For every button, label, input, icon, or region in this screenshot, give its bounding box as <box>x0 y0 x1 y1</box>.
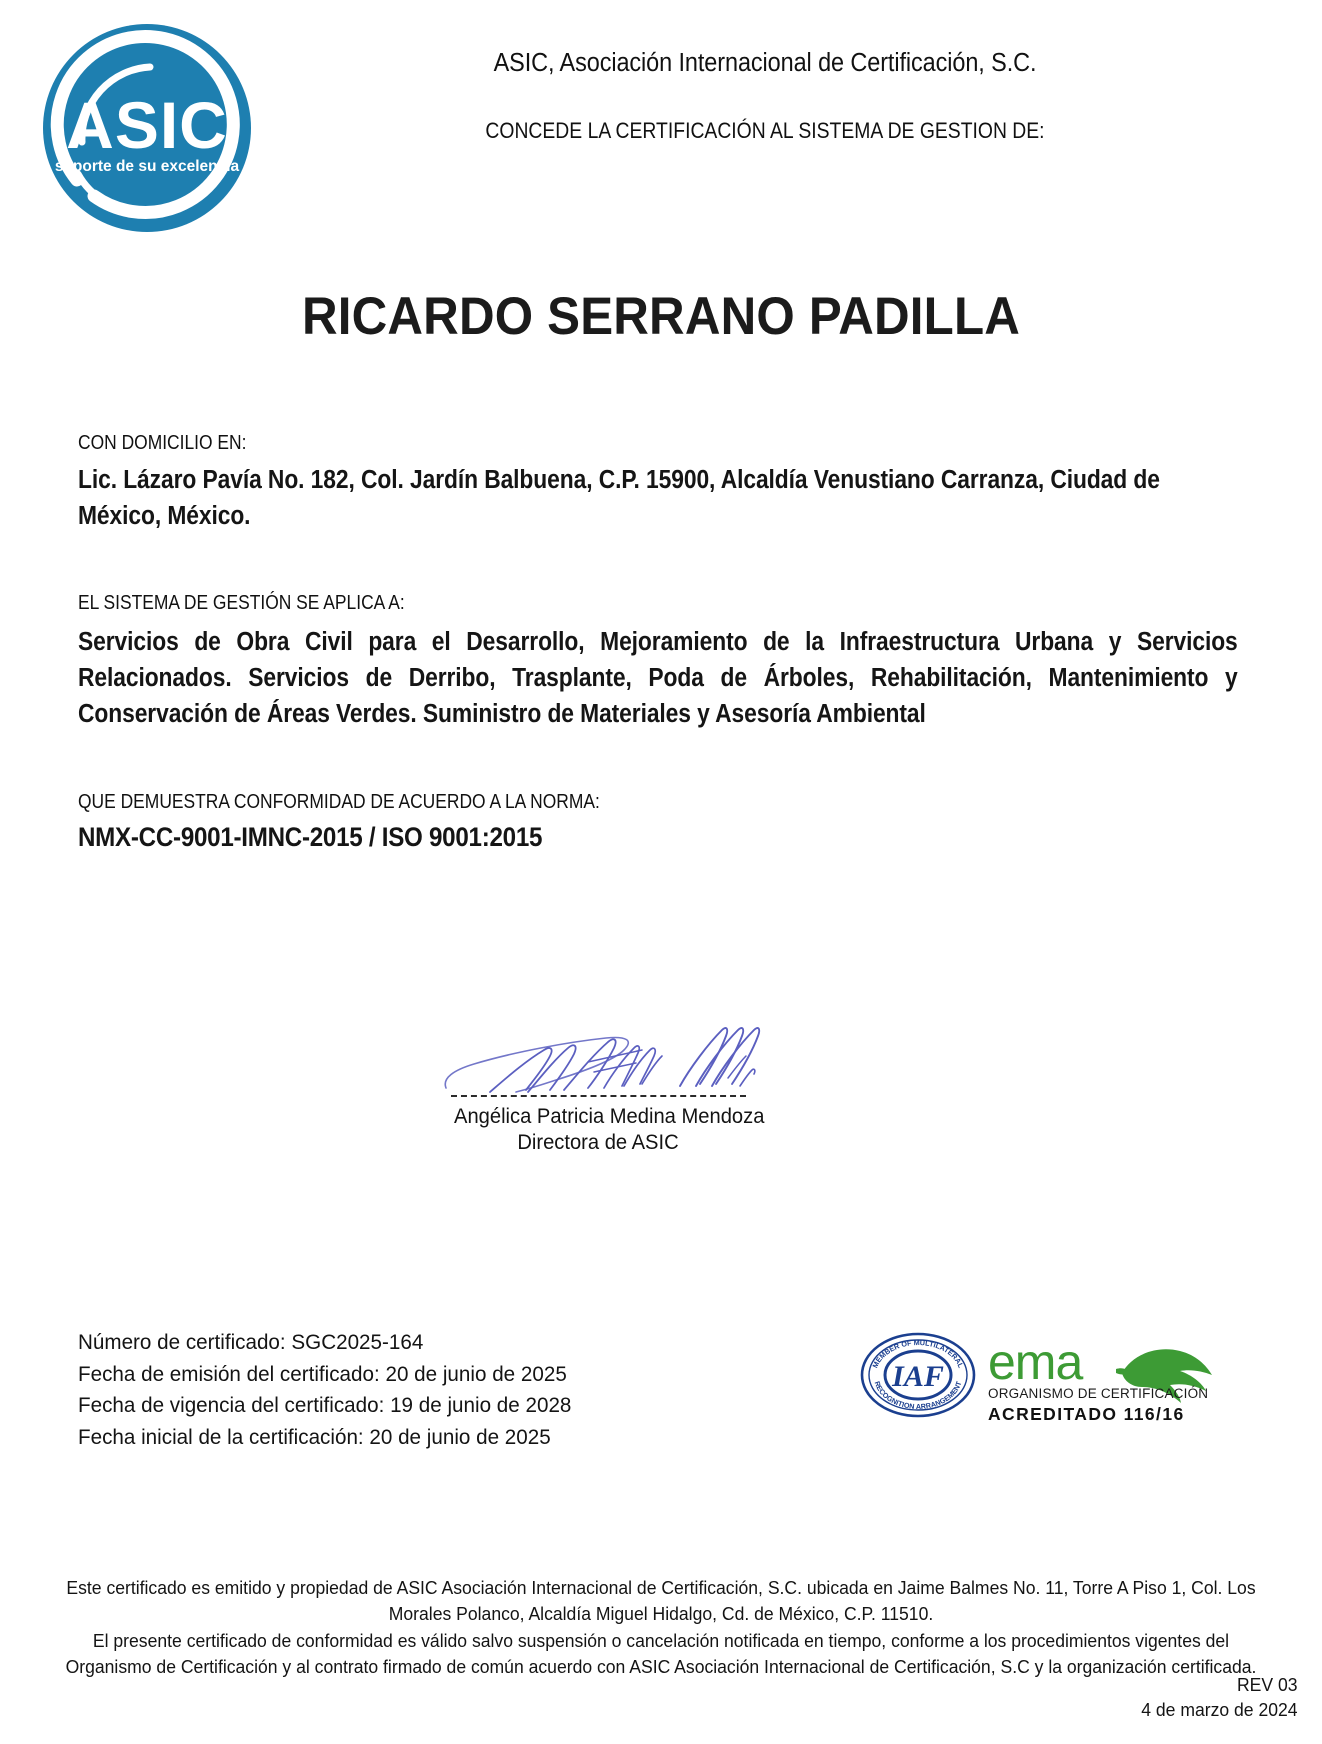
footer-line-3: El presente certificado de conformidad es válido salvo suspensión o cancelación notificada en tiempo, conforme a los procedimientos vigentes del <box>92 1629 1230 1651</box>
certificate-footer <box>0 1575 1322 1680</box>
recipient-name: RICARDO SERRANO PADILLA <box>301 287 1021 346</box>
asic-logo-icon <box>30 22 265 234</box>
accreditation-logos-icon <box>860 1325 1250 1440</box>
signature-block <box>448 1000 765 1157</box>
revision-date: 4 de marzo de 2024 <box>1141 1699 1298 1721</box>
signer-name: Angélica Patricia Medina Mendoza <box>454 1105 765 1128</box>
revision-number: REV 03 <box>1237 1674 1298 1695</box>
signer-role: Directora de ASIC <box>517 1131 679 1155</box>
certificate-initial-date: Fecha inicial de la certificación: 20 de junio de 2025 <box>78 1424 551 1449</box>
svg-text:MEMBER OF MULTILATERAL: MEMBER OF MULTILATERAL <box>870 1337 966 1370</box>
organization-name: ASIC, Asociación Internacional de Certificación, S.C. <box>493 49 1037 77</box>
svg-text:ORGANISMO DE CERTIFICACIÓN: ORGANISMO DE CERTIFICACIÓN <box>988 1386 1209 1401</box>
certificate-validity-date: Fecha de vigencia del certificado: 19 de junio de 2028 <box>78 1393 572 1418</box>
address-value: Lic. Lázaro Pavía No. 182, Col. Jardín Balbuena, C.P. 15900, Alcaldía Venustiano Carranza, Ciudad de México, México. <box>78 465 1160 530</box>
address-block <box>78 430 1238 534</box>
handwritten-signature-icon <box>428 1000 768 1095</box>
standard-block <box>78 789 1238 856</box>
svg-text:ACREDITADO 116/16: ACREDITADO 116/16 <box>988 1404 1185 1424</box>
standard-label: QUE DEMUESTRA CONFORMIDAD DE ACUERDO A LA NORMA: <box>78 790 600 814</box>
certificate-header <box>0 0 1322 250</box>
signature-rule <box>451 1095 746 1097</box>
asic-logo-tagline: soporte de su excelencia <box>54 158 240 175</box>
grant-statement: CONCEDE LA CERTIFICACIÓN AL SISTEMA DE GESTION DE: <box>485 117 1045 143</box>
scope-label: EL SISTEMA DE GESTIÓN SE APLICA A: <box>78 591 405 615</box>
certificate-details <box>78 1327 718 1453</box>
certificate-body <box>78 430 1238 856</box>
svg-text:IAF: IAF <box>892 1360 944 1393</box>
revision-block <box>1133 1672 1298 1722</box>
ema-logo-icon <box>988 1334 1212 1424</box>
scope-value: Servicios de Obra Civil para el Desarrollo, Mejoramiento de la Infraestructura Urbana y Servicios Relacionados. Servicios de Derribo, Trasplante, Poda de Árboles, Rehabilitación, Mantenimiento y Conservación de Áreas Verdes. Suministro de Materiales y Asesoría Ambiental <box>78 627 1238 729</box>
footer-line-4: Organismo de Certificación y al contrato firmado de común acuerdo con ASIC Asociación Internacional de Certificación, S.C y la organización certificada. <box>65 1655 1257 1677</box>
address-label: CON DOMICILIO EN: <box>78 431 247 454</box>
iaf-logo-icon <box>862 1334 974 1416</box>
header-text-block <box>265 48 1265 144</box>
scope-block <box>78 590 1238 732</box>
footer-line-1: Este certificado es emitido y propiedad de ASIC Asociación Internacional de Certificación, S.C. ubicada en Jaime Balmes No. 11, Torre A Piso 1, Col. Los <box>66 1577 1256 1598</box>
footer-line-2: Morales Polanco, Alcaldía Miguel Hidalgo, Cd. de México, C.P. 11510. <box>388 1603 934 1625</box>
svg-text:ema: ema <box>988 1334 1083 1390</box>
asic-logo <box>30 22 265 234</box>
svg-text:RECOGNITION ARRANGEMENT: RECOGNITION ARRANGEMENT <box>872 1379 964 1412</box>
standard-value: NMX-CC-9001-IMNC-2015 / ISO 9001:2015 <box>78 821 543 852</box>
asic-logo-wordmark: ASIC <box>66 88 228 162</box>
accreditation-logos <box>860 1325 1250 1440</box>
certificate-issue-date: Fecha de emisión del certificado: 20 de junio de 2025 <box>78 1361 567 1386</box>
signature-image <box>428 1000 768 1095</box>
certificate-number: Número de certificado: SGC2025-164 <box>78 1330 424 1354</box>
